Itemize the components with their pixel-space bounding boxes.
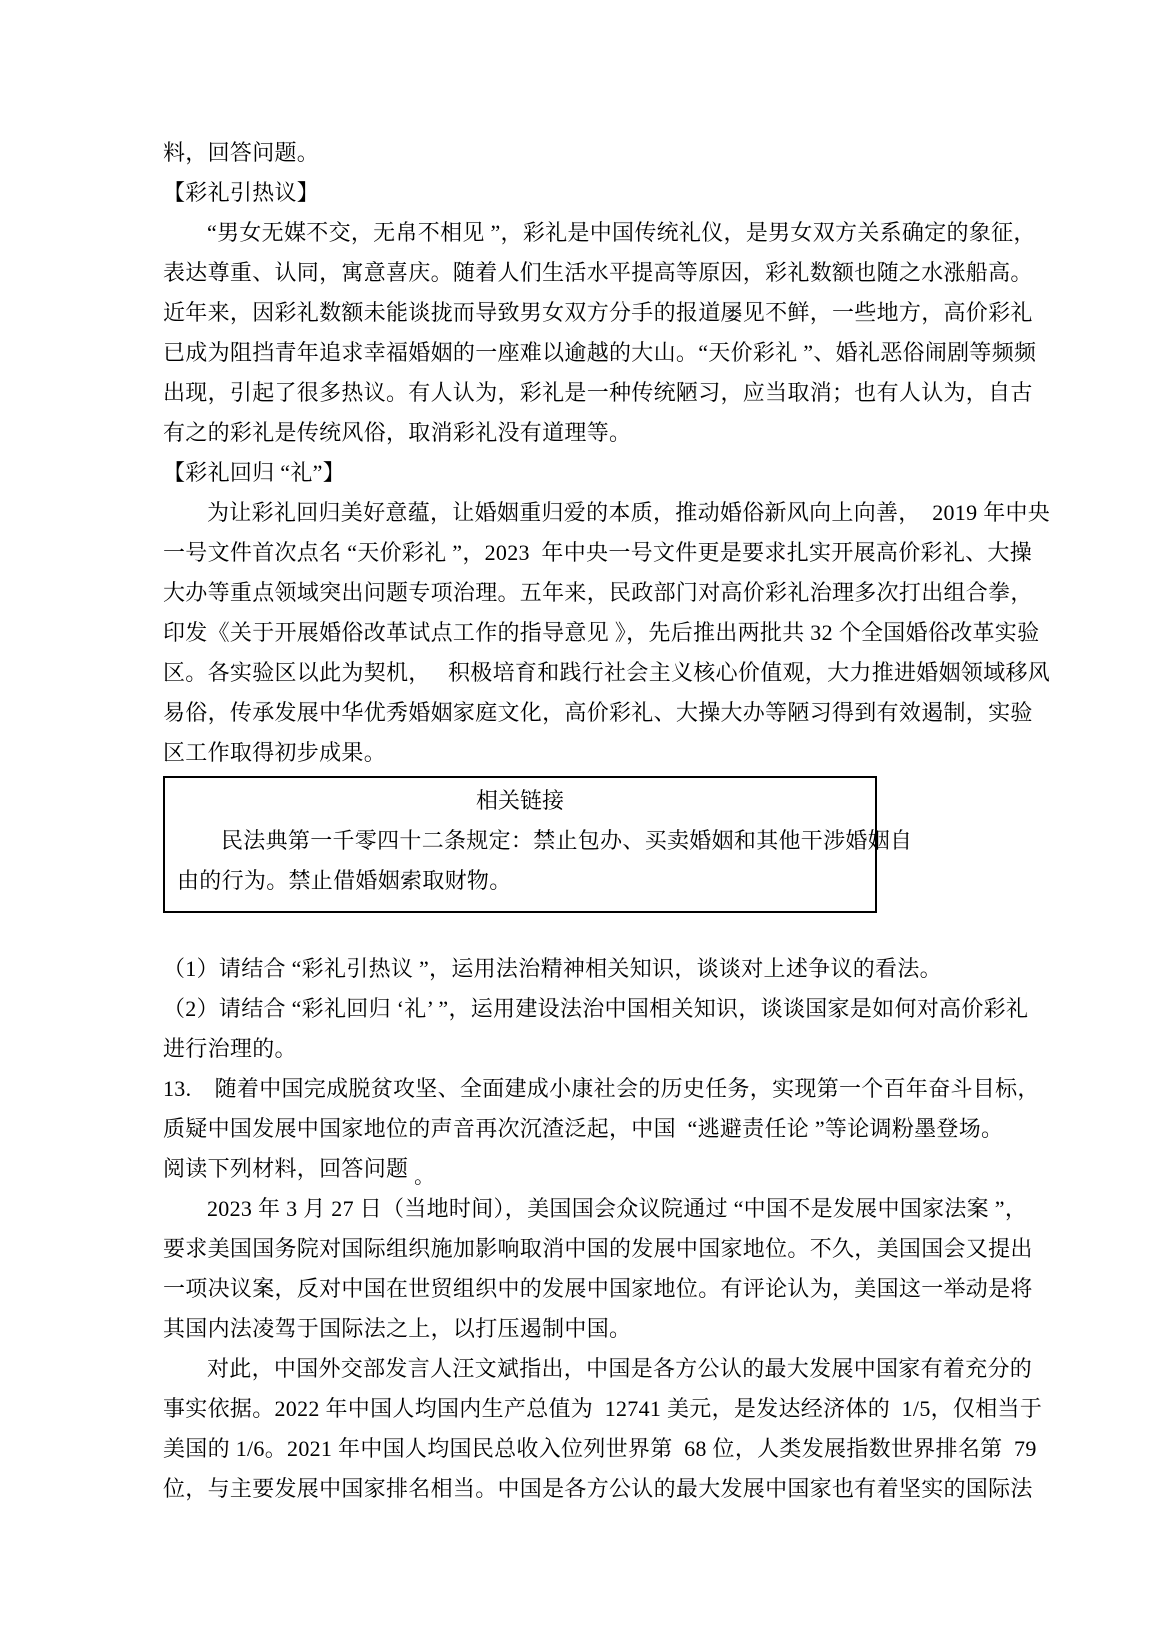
text-line	[163, 333, 1037, 373]
text-line	[163, 693, 1033, 733]
text-line	[163, 1269, 1033, 1309]
text-line	[163, 373, 1033, 413]
text-line	[163, 493, 1051, 533]
text-line	[163, 253, 1033, 293]
text-line	[163, 1349, 1033, 1389]
text-line	[163, 173, 1003, 213]
text-line	[163, 293, 1033, 333]
text-line-content: 易俗，传承发展中华优秀婚姻家庭文化，高价彩礼、大操大办等陋习得到有效遏制，实验	[163, 700, 1033, 725]
text-line-content: 【彩礼回归 “礼”】	[163, 460, 346, 485]
text-line	[163, 1069, 1040, 1109]
text-line-content: 其国内法凌驾于国际法之上，以打压遏制中国。	[163, 1316, 632, 1341]
text-line	[163, 1309, 1003, 1349]
text-line	[163, 1469, 1033, 1509]
text-line-content: 位，与主要发展中国家排名相当。中国是各方公认的最大发展中国家也有着坚实的国际法	[163, 1476, 1033, 1501]
text-line	[163, 533, 1033, 573]
text-line-content: 有之的彩礼是传统风俗，取消彩礼没有道理等。	[163, 420, 632, 445]
text-line-content: 2023 年 3 月 27 日（当地时间），美国国会众议院通过 “中国不是发展中国家法案 ”，	[207, 1196, 1028, 1221]
text-line-content: 民法典第一千零四十二条规定：禁止包办、买卖婚姻和其他干涉婚姻自	[221, 828, 913, 853]
text-line	[163, 413, 1003, 453]
material-text-block	[163, 133, 1051, 773]
text-line	[163, 1189, 1028, 1229]
text-line	[163, 613, 1040, 653]
text-line	[163, 1429, 1037, 1469]
text-line	[163, 213, 1036, 253]
text-line-content: 近年来，因彩礼数额未能谈拢而导致男女双方分手的报道屡见不鲜，一些地方，高价彩礼	[163, 300, 1033, 325]
text-line	[163, 653, 1051, 693]
text-line	[177, 861, 863, 901]
text-line-content: “男女无媒不交，无帛不相见 ”，彩礼是中国传统礼仪，是男女双方关系确定的象征，	[207, 220, 1036, 245]
text-line	[163, 1109, 1003, 1149]
text-line-content: 出现，引起了很多热议。有人认为，彩礼是一种传统陋习，应当取消；也有人认为，自古	[163, 380, 1033, 405]
text-line-content: 由的行为。禁止借婚姻索取财物。	[177, 868, 512, 893]
text-line-content: （1）请结合 “彩礼引热议 ”，运用法治精神相关知识，谈谈对上述争议的看法。	[163, 956, 942, 981]
text-line	[163, 949, 1003, 989]
text-line	[163, 1389, 1043, 1429]
text-line-content: 13. 随着中国完成脱贫攻坚、全面建成小康社会的历史任务，实现第一个百年奋斗目标，	[163, 1076, 1040, 1101]
text-line-content: 区。各实验区以此为契机， 积极培育和践行社会主义核心价值观，大力推进婚姻领域移风	[163, 660, 1051, 685]
text-line	[163, 1229, 1033, 1269]
document-content	[163, 133, 1051, 1509]
text-line	[163, 133, 1003, 173]
text-line-content: 一项决议案，反对中国在世贸组织中的发展中国家地位。有评论认为，美国这一举动是将	[163, 1276, 1033, 1301]
text-line	[163, 453, 1003, 493]
questions-text-block	[163, 949, 1043, 1509]
text-line-content: 为让彩礼回归美好意蕴，让婚姻重归爱的本质，推动婚俗新风向上向善， 2019 年中央	[207, 500, 1051, 525]
text-line-content: 已成为阻挡青年追求幸福婚姻的一座难以逾越的大山。“天价彩礼 ”、婚礼恶俗闹剧等频频	[163, 340, 1037, 365]
related-link-box-body	[177, 821, 913, 901]
related-link-box-title: 相关链接	[475, 788, 564, 813]
text-line-content: 对此，中国外交部发言人汪文斌指出，中国是各方公认的最大发展中国家有着充分的	[207, 1356, 1033, 1381]
text-line-content: 料，回答问题。	[163, 140, 320, 165]
text-line-content: 表达尊重、认同，寓意喜庆。随着人们生活水平提高等原因，彩礼数额也随之水涨船高。	[163, 260, 1033, 285]
text-line	[163, 573, 1033, 613]
text-line-content: 进行治理的。	[163, 1036, 297, 1061]
lowered-period: 。	[414, 1166, 435, 1188]
text-line-content: 一号文件首次点名 “天价彩礼 ”，2023 年中央一号文件更是要求扎实开展高价彩礼、大操	[163, 540, 1033, 565]
text-line-content: 事实依据。2022 年中国人均国内生产总值为 12741 美元，是发达经济体的 1/5，仅相当于	[163, 1396, 1043, 1421]
text-line-content: 要求美国国务院对国际组织施加影响取消中国的发展中国家地位。不久，美国国会又提出	[163, 1236, 1033, 1261]
text-line	[177, 821, 913, 861]
text-line	[163, 989, 1029, 1029]
related-link-box	[163, 776, 913, 913]
text-line-content: 质疑中国发展中国家地位的声音再次沉渣泛起，中国 “逃避责任论 ”等论调粉墨登场。	[163, 1116, 1004, 1141]
text-line	[163, 1029, 1003, 1069]
text-line-content: 【彩礼引热议】	[163, 180, 320, 205]
text-line-content: 美国的 1/6。2021 年中国人均国民总收入位列世界第 68 位，人类发展指数世界排名第 79	[163, 1436, 1037, 1461]
text-line	[163, 1149, 1003, 1189]
text-line-content: 阅读下列材料，回答问题	[163, 1156, 415, 1181]
text-line-content: 区工作取得初步成果。	[163, 740, 387, 765]
text-line	[163, 733, 1003, 773]
text-line-content: 大办等重点领域突出问题专项治理。五年来，民政部门对高价彩礼治理多次打出组合拳，	[163, 580, 1033, 605]
text-line-content: 印发《关于开展婚俗改革试点工作的指导意见 》，先后推出两批共 32 个全国婚俗改革实验	[163, 620, 1040, 645]
text-line-content: （2）请结合 “彩礼回归 ‘礼’ ”，运用建设法治中国相关知识，谈谈国家是如何对高价彩礼	[163, 996, 1029, 1021]
